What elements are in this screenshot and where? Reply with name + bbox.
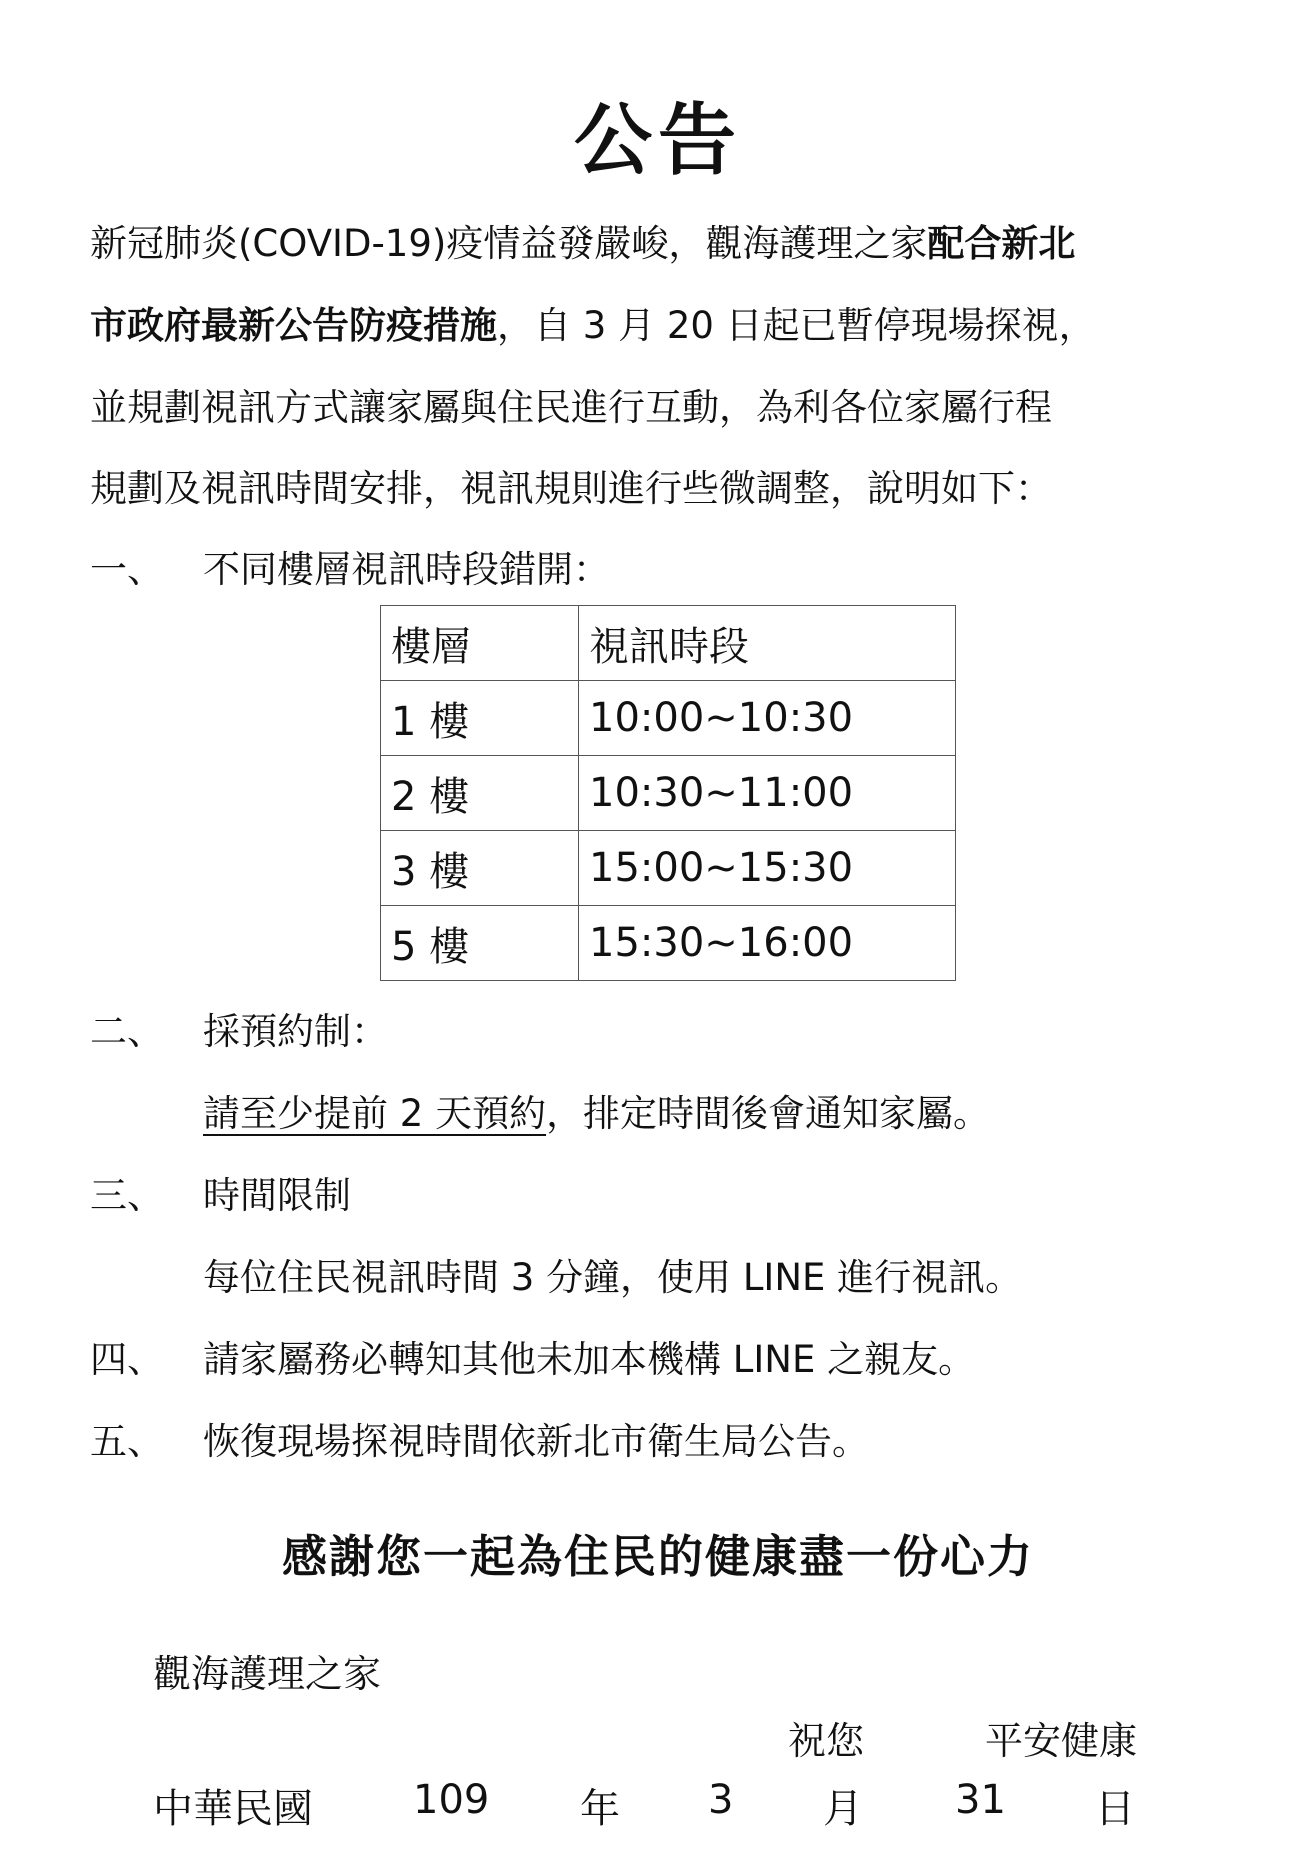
item-subtext: 每位住民視訊時間 3 分鐘，使用 LINE 進行視訊。 bbox=[203, 1256, 1023, 1299]
table-header-row bbox=[381, 606, 956, 681]
thanks-heading: 感謝您一起為住民的健康盡一份心力 bbox=[281, 1530, 1034, 1583]
intro-line-1 bbox=[90, 220, 1075, 268]
item-text: 時間限制 bbox=[203, 1174, 351, 1217]
signature: 觀海護理之家 bbox=[153, 1652, 382, 1696]
date-era: 中華民國 bbox=[153, 1786, 313, 1832]
table-row bbox=[381, 681, 956, 756]
table-row bbox=[381, 831, 956, 906]
item-text: 採預約制： bbox=[203, 1010, 388, 1053]
intro-text: ，自 3 月 20 日起已暫停現場探視， bbox=[497, 304, 1096, 347]
blessing-a: 祝您 bbox=[788, 1719, 865, 1763]
table-row bbox=[381, 906, 956, 981]
item-subtext-rest: ，排定時間後會通知家屬。 bbox=[546, 1092, 991, 1135]
schedule-table bbox=[380, 605, 956, 981]
intro-line-4: 規劃及視訊時間安排，視訊規則進行些微調整，說明如下： bbox=[90, 467, 1052, 510]
table-header-cell: 樓層 bbox=[381, 606, 579, 681]
table-cell: 15:00~15:30 bbox=[579, 831, 956, 906]
item-number: 五、 bbox=[90, 1420, 164, 1463]
table-cell: 10:00~10:30 bbox=[579, 681, 956, 756]
table-cell: 1 樓 bbox=[381, 681, 579, 756]
date-day-label: 日 bbox=[1095, 1786, 1135, 1832]
intro-bold-text: 市政府最新公告防疫措施 bbox=[90, 304, 497, 347]
date-day: 31 bbox=[955, 1777, 1006, 1823]
intro-text: 新冠肺炎(COVID-19)疫情益發嚴峻，觀海護理之家 bbox=[90, 222, 928, 265]
intro-line-2 bbox=[90, 302, 1096, 350]
table-cell: 5 樓 bbox=[381, 906, 579, 981]
intro-bold-text: 配合新北 bbox=[927, 222, 1076, 265]
intro-line-3: 並規劃視訊方式讓家屬與住民進行互動，為利各位家屬行程 bbox=[90, 386, 1052, 429]
item-text: 恢復現場探視時間依新北市衛生局公告。 bbox=[203, 1420, 869, 1463]
table-cell: 3 樓 bbox=[381, 831, 579, 906]
item-number: 三、 bbox=[90, 1174, 164, 1217]
item-text: 請家屬務必轉知其他未加本機構 LINE 之親友。 bbox=[203, 1338, 976, 1381]
table-cell: 15:30~16:00 bbox=[579, 906, 956, 981]
date-year: 109 bbox=[413, 1777, 490, 1823]
date-month-label: 月 bbox=[823, 1786, 863, 1832]
item-number: 四、 bbox=[90, 1338, 164, 1381]
table-header-cell: 視訊時段 bbox=[579, 606, 956, 681]
page-title: 公告 bbox=[573, 96, 742, 186]
table-row bbox=[381, 756, 956, 831]
table-cell: 2 樓 bbox=[381, 756, 579, 831]
item-number: 二、 bbox=[90, 1010, 164, 1053]
item-number: 一、 bbox=[90, 548, 164, 591]
date-year-label: 年 bbox=[580, 1786, 620, 1832]
item-subtext bbox=[203, 1090, 990, 1138]
underlined-text: 請至少提前 2 天預約 bbox=[203, 1092, 547, 1135]
table-cell: 10:30~11:00 bbox=[579, 756, 956, 831]
item-text: 不同樓層視訊時段錯開： bbox=[203, 548, 610, 591]
blessing-b: 平安健康 bbox=[985, 1719, 1138, 1763]
date-month: 3 bbox=[708, 1777, 734, 1823]
